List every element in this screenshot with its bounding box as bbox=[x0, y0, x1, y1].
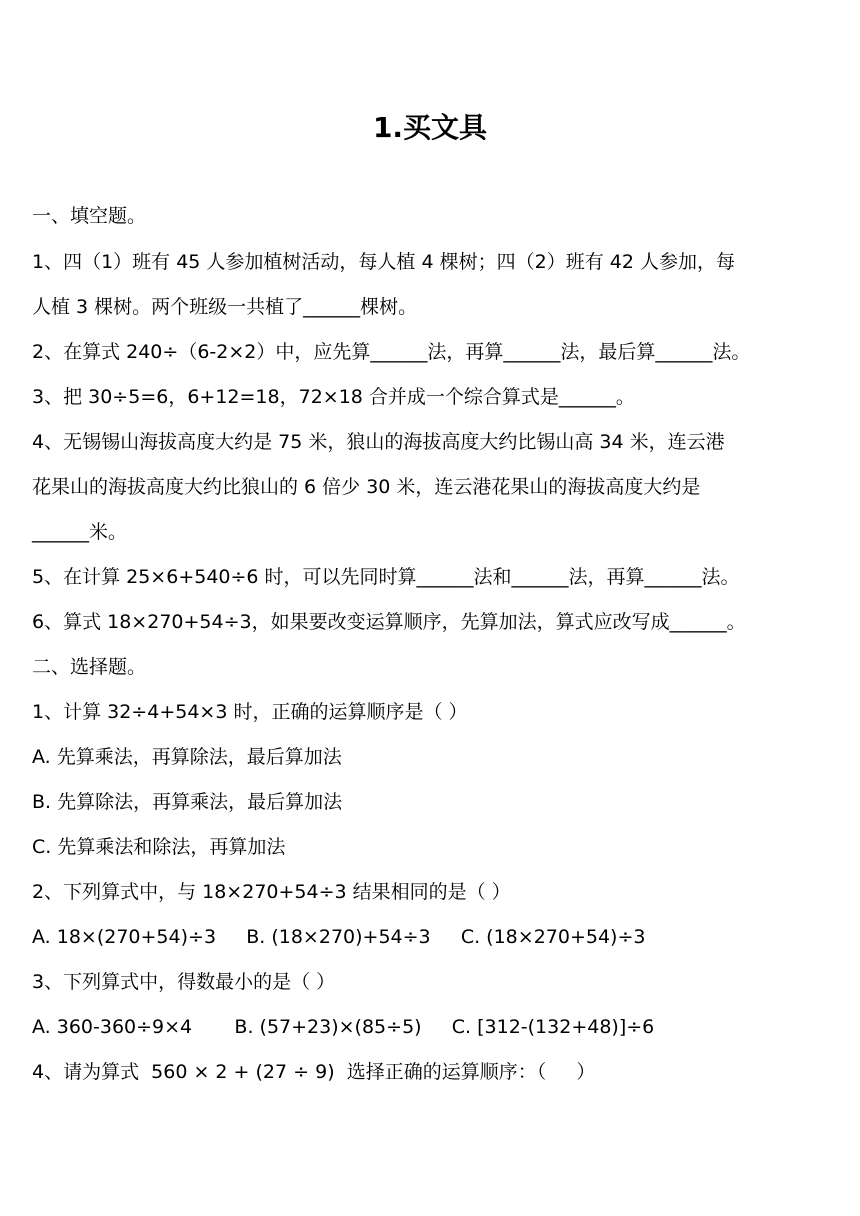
question-line: ______米。 bbox=[32, 521, 128, 543]
choice-option: B. 先算除法，再算乘法，最后算加法 bbox=[32, 791, 343, 813]
question-line: 1、计算 32÷4+54×3 时，正确的运算顺序是（ ） bbox=[32, 701, 468, 723]
question-line: 5、在计算 25×6+540÷6 时，可以先同时算______法和______法，再算______法。 bbox=[32, 566, 740, 588]
question-line: 2、下列算式中，与 18×270+54÷3 结果相同的是（ ） bbox=[32, 881, 511, 903]
page-title: 1.买文具 bbox=[372, 111, 488, 144]
choice-options-row: A. 18×(270+54)÷3 B. (18×270)+54÷3 C. (18×270+54)÷3 bbox=[32, 926, 646, 948]
question-line: 1、四（1）班有 45 人参加植树活动，每人植 4 棵树；四（2）班有 42 人参加，每 bbox=[32, 251, 735, 273]
choice-option: C. 先算乘法和除法，再算加法 bbox=[32, 836, 286, 858]
question-line: 3、下列算式中，得数最小的是（ ） bbox=[32, 971, 336, 993]
question-line: 4、无锡锡山海拔高度大约是 75 米，狼山的海拔高度大约比锡山高 34 米，连云港 bbox=[32, 431, 725, 453]
section-heading-multiple-choice: 二、选择题。 bbox=[32, 656, 147, 678]
choice-options-row: A. 360-360÷9×4 B. (57+23)×(85÷5) C. [312-(132+48)]÷6 bbox=[32, 1016, 655, 1038]
question-line: 花果山的海拔高度大约比狼山的 6 倍少 30 米，连云港花果山的海拔高度大约是 bbox=[32, 476, 701, 498]
question-line: 3、把 30÷5=6，6+12=18，72×18 合并成一个综合算式是______。 bbox=[32, 386, 635, 408]
question-line: 2、在算式 240÷（6-2×2）中，应先算______法，再算______法，最后算______法。 bbox=[32, 341, 751, 363]
question-line: 4、请为算式 560 × 2 + (27 ÷ 9) 选择正确的运算顺序：（ ） bbox=[32, 1061, 596, 1083]
section-heading-fill-blank: 一、填空题。 bbox=[32, 205, 147, 227]
choice-option: A. 先算乘法，再算除法，最后算加法 bbox=[32, 746, 342, 768]
question-line: 人植 3 棵树。两个班级一共植了______棵树。 bbox=[32, 296, 418, 318]
question-line: 6、算式 18×270+54÷3，如果要改变运算顺序，先算加法，算式应改写成______。 bbox=[32, 611, 746, 633]
